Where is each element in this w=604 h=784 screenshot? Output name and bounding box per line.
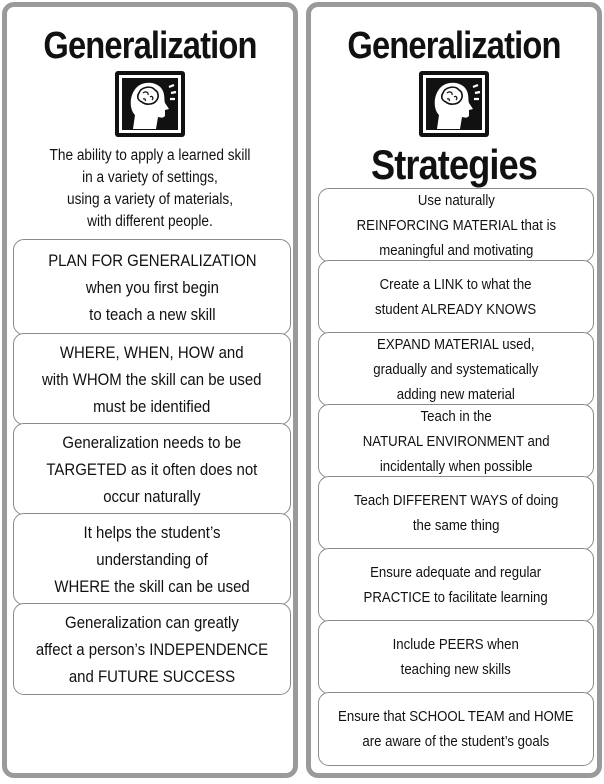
left-card-3 [13,423,291,515]
left-card-3-text: Generalization needs to be TARGETED as it often does not occur naturally [46,432,258,506]
right-card-8-text: Ensure that SCHOOL TEAM and HOME are aware of the student’s goals [338,708,574,750]
right-bookmark-panel [306,2,602,778]
right-card-5 [318,476,594,550]
left-card-5 [13,603,291,695]
left-card-2 [13,333,291,425]
right-card-3 [318,332,594,406]
definition-text: The ability to apply a learned skill in a variety of settings, using a variety of materials, with different people. [49,147,251,230]
right-title: Generalization [347,25,561,67]
head-brain-icon [115,71,185,137]
right-card-6-text: Ensure adequate and regular PRACTICE to facilitate learning [363,564,549,606]
right-card-1 [318,188,594,262]
right-card-5-text: Teach DIFFERENT WAYS of doing the same thing [353,492,559,534]
right-card-3-text: EXPAND MATERIAL used, gradually and systematically adding new material [373,335,539,403]
right-card-7-text: Include PEERS when teaching new skills [392,636,520,678]
right-card-2 [318,260,594,334]
left-bookmark-panel [2,2,298,778]
right-card-8 [318,692,594,766]
head-brain-icon [419,71,489,137]
left-card-2-text: WHERE, WHEN, HOW and with WHOM the skill can be used must be identified [42,342,262,416]
right-card-7 [318,620,594,694]
right-card-4 [318,404,594,478]
right-card-2-text: Create a LINK to what the student ALREADY KNOWS [375,276,537,318]
left-card-5-text: Generalization can greatly affect a person’s INDEPENDENCE and FUTURE SUCCESS [35,612,269,686]
left-card-4-text: It helps the student’s understanding of WHERE the skill can be used [54,522,250,596]
left-card-1 [13,239,291,335]
left-card-1-text: PLAN FOR GENERALIZATION when you first begin to teach a new skill [47,250,257,324]
left-title: Generalization [43,25,257,67]
strategies-subtitle: Strategies [370,141,538,188]
right-card-6 [318,548,594,622]
left-card-4 [13,513,291,605]
right-card-1-text: Use naturally REINFORCING MATERIAL that is meaningful and motivating [356,191,556,259]
right-card-4-text: Teach in the NATURAL ENVIRONMENT and incidentally when possible [362,407,550,475]
